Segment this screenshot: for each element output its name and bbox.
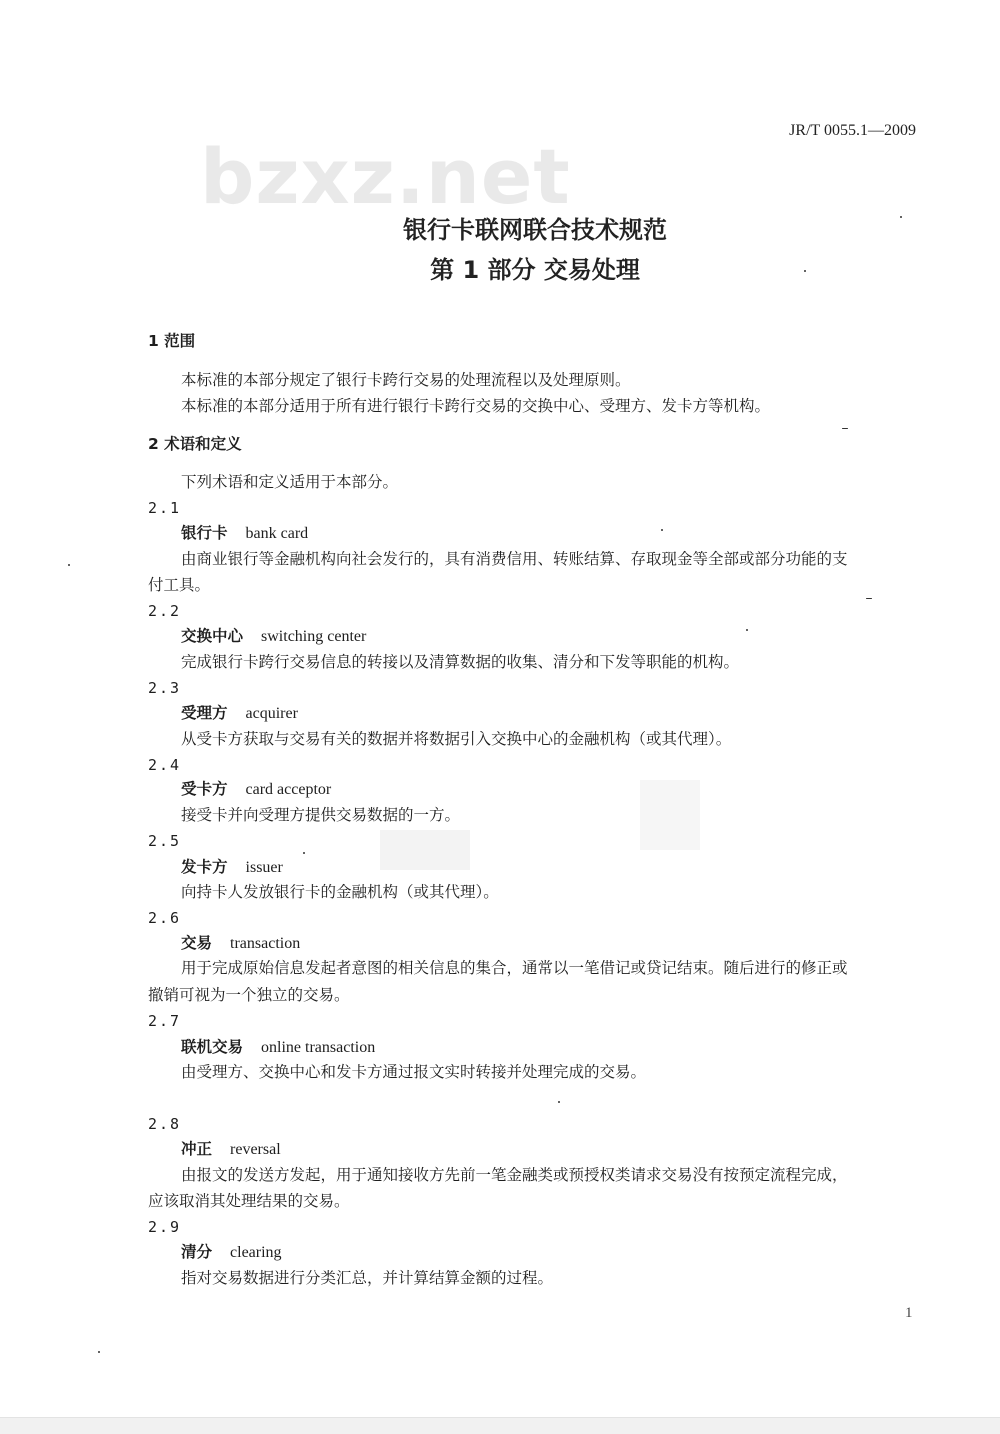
term-definition: 由受理方、交换中心和发卡方通过报文实时转接并处理完成的交易。 [181, 1063, 647, 1081]
term-en: reversal [230, 1141, 281, 1158]
term-zh: 交换中心 [181, 627, 244, 645]
paragraph: 本标准的本部分适用于所有进行银行卡跨行交易的交换中心、受理方、发卡方等机构。 [181, 397, 771, 415]
scan-speck [866, 598, 872, 599]
term-zh: 受卡方 [181, 780, 228, 798]
term-definition-cont: 撤销可视为一个独立的交易。 [148, 986, 350, 1004]
clause-number: 2.7 [148, 1012, 182, 1030]
term-en: acquirer [245, 705, 298, 722]
clause-number: 2.2 [148, 602, 182, 620]
clause-number: 2.5 [148, 832, 182, 850]
scan-speck [804, 270, 806, 272]
scan-speck [558, 1101, 560, 1103]
scan-speck [842, 428, 848, 429]
scan-speck [661, 529, 663, 531]
section-heading-scope: 1 范围 [148, 332, 196, 350]
scan-smudge [380, 830, 470, 870]
section-heading-terms: 2 术语和定义 [148, 435, 242, 453]
term-entry [181, 1139, 281, 1160]
document-title: 银行卡联网联合技术规范 [403, 216, 667, 244]
term-definition: 完成银行卡跨行交易信息的转接以及清算数据的收集、清分和下发等职能的机构。 [181, 653, 740, 671]
term-zh: 发卡方 [181, 858, 228, 876]
term-entry [181, 1242, 282, 1263]
scan-smudge [640, 780, 700, 850]
term-definition-cont: 付工具。 [148, 576, 211, 594]
term-zh: 银行卡 [181, 524, 228, 542]
term-en: clearing [230, 1244, 282, 1261]
clause-number: 2.4 [148, 756, 182, 774]
term-entry [181, 857, 283, 878]
document-subtitle: 第 1 部分 交易处理 [430, 256, 640, 284]
scan-speck [900, 216, 902, 218]
term-entry [181, 1037, 375, 1058]
paragraph: 下列术语和定义适用于本部分。 [181, 473, 399, 491]
paragraph: 本标准的本部分规定了银行卡跨行交易的处理流程以及处理原则。 [181, 371, 631, 389]
term-entry [181, 703, 298, 724]
term-entry [181, 933, 300, 954]
term-en: issuer [245, 859, 283, 876]
term-en: switching center [261, 628, 367, 645]
clause-number: 2.9 [148, 1218, 182, 1236]
viewer-footer-strip [0, 1417, 1000, 1434]
term-zh: 受理方 [181, 704, 228, 722]
term-definition: 向持卡人发放银行卡的金融机构（或其代理）。 [181, 883, 499, 901]
clause-number: 2.6 [148, 909, 182, 927]
term-definition-cont: 应该取消其处理结果的交易。 [148, 1192, 350, 1210]
term-en: transaction [230, 935, 301, 952]
term-definition: 从受卡方获取与交易有关的数据并将数据引入交换中心的金融机构（或其代理）。 [181, 730, 732, 748]
term-entry [181, 779, 331, 800]
term-entry [181, 523, 308, 544]
term-zh: 清分 [181, 1243, 213, 1261]
standard-number: JR/T 0055.1—2009 [789, 122, 916, 139]
term-en: online transaction [261, 1039, 376, 1056]
clause-number: 2.3 [148, 679, 182, 697]
term-zh: 冲正 [181, 1140, 213, 1158]
term-definition: 接受卡并向受理方提供交易数据的一方。 [181, 806, 461, 824]
clause-number: 2.1 [148, 499, 182, 517]
term-definition: 指对交易数据进行分类汇总，并计算结算金额的过程。 [181, 1269, 554, 1287]
term-zh: 交易 [181, 934, 213, 952]
scan-speck [68, 564, 70, 566]
term-entry [181, 626, 366, 647]
clause-number: 2.8 [148, 1115, 182, 1133]
term-en: bank card [245, 525, 309, 542]
term-en: card acceptor [245, 781, 332, 798]
scan-speck [98, 1351, 100, 1353]
page-number: 1 [905, 1305, 913, 1321]
term-zh: 联机交易 [181, 1038, 244, 1056]
scan-speck [303, 852, 305, 854]
scan-speck [746, 629, 748, 631]
term-definition: 由商业银行等金融机构向社会发行的，具有消费信用、转账结算、存取现金等全部或部分功能的支 [181, 550, 848, 568]
term-definition: 用于完成原始信息发起者意图的相关信息的集合，通常以一笔借记或贷记结束。随后进行的修正或 [181, 959, 848, 977]
watermark-logo: bzxz.net [200, 132, 571, 221]
term-definition: 由报文的发送方发起，用于通知接收方先前一笔金融类或预授权类请求交易没有按预定流程完成， [181, 1166, 848, 1184]
